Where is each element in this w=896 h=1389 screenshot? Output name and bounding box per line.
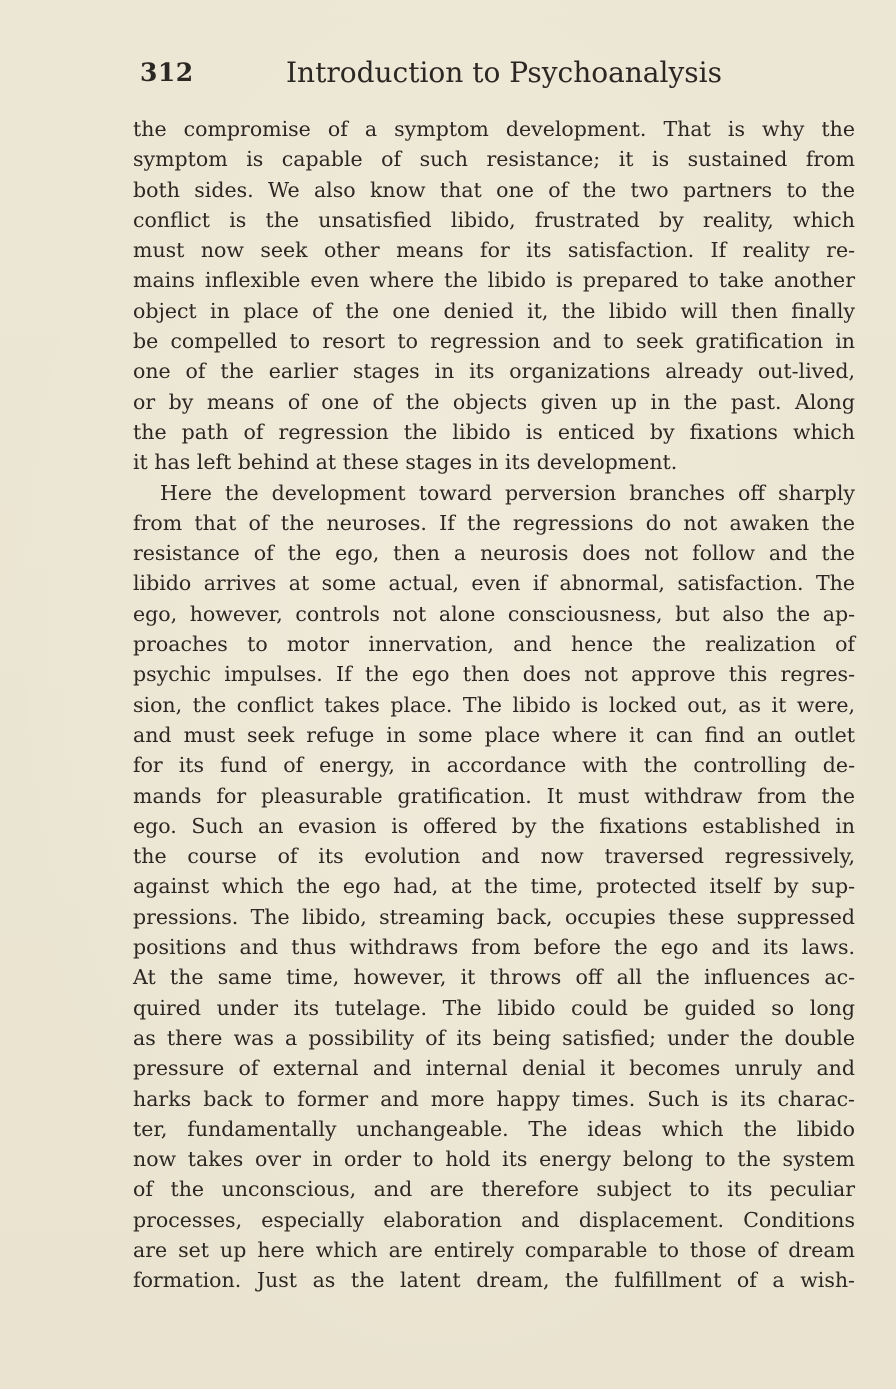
paragraph xyxy=(133,114,855,478)
text-line: object in place of the one denied it, the libido will then finally xyxy=(133,298,855,323)
text-line: processes, especially elaboration and displacement. Conditions xyxy=(133,1207,855,1232)
page-number: 312 xyxy=(140,58,194,87)
text-line: ter, fundamentally unchangeable. The ideas which the libido xyxy=(133,1116,855,1141)
text-line: harks back to former and more happy times. Such is its charac- xyxy=(133,1086,855,1111)
text-line: be compelled to resort to regression and to seek gratification in xyxy=(133,329,855,354)
text-line: At the same time, however, it throws off all the influences ac- xyxy=(133,965,855,990)
text-line: positions and thus withdraws from before the ego and its laws. xyxy=(133,935,855,960)
text-line: or by means of one of the objects given up in the past. Along xyxy=(133,389,855,414)
text-line: formation. Just as the latent dream, the fulfillment of a wish- xyxy=(133,1268,855,1293)
text-line: against which the ego had, at the time, protected itself by sup- xyxy=(133,874,855,899)
text-line: and must seek refuge in some place where it can find an outlet xyxy=(133,722,855,747)
text-line: of the unconscious, and are therefore subject to its peculiar xyxy=(133,1177,855,1202)
text-line: sion, the conflict takes place. The libido is locked out, as it were, xyxy=(133,692,855,717)
text-line: symptom is capable of such resistance; it is sustained from xyxy=(133,147,855,172)
text-line: Here the development toward perversion branches off sharply xyxy=(160,480,855,505)
text-line: the compromise of a symptom development. That is why the xyxy=(133,117,855,141)
text-line: resistance of the ego, then a neurosis does not follow and the xyxy=(133,541,855,566)
text-line: ego. Such an evasion is offered by the fixations established in xyxy=(133,813,855,838)
text-line: mains inflexible even where the libido is prepared to take another xyxy=(133,268,855,293)
text-line: pressions. The libido, streaming back, occupies these suppressed xyxy=(133,904,855,929)
running-head xyxy=(140,52,860,96)
text-line: now takes over in order to hold its energy belong to the system xyxy=(133,1147,855,1172)
text-line: mands for pleasurable gratification. It must withdraw from the xyxy=(133,783,855,808)
paragraph xyxy=(133,478,855,1296)
text-line: for its fund of energy, in accordance with the controlling de- xyxy=(133,753,855,778)
text-line: must now seek other means for its satisfaction. If reality re- xyxy=(133,238,855,263)
text-line: libido arrives at some actual, even if abnormal, satisfaction. The xyxy=(133,571,855,596)
text-line: pressure of external and internal denial it becomes unruly and xyxy=(133,1056,855,1081)
text-line: one of the earlier stages in its organizations already out-lived, xyxy=(133,359,855,384)
text-line: conflict is the unsatisfied libido, frustrated by reality, which xyxy=(133,207,855,232)
text-line: proaches to motor innervation, and hence the realization of xyxy=(133,632,855,657)
text-line: psychic impulses. If the ego then does not approve this regres- xyxy=(133,662,855,687)
text-line: from that of the neuroses. If the regressions do not awaken the xyxy=(133,510,855,535)
text-line: both sides. We also know that one of the two partners to the xyxy=(133,177,855,202)
running-title: Introduction to Psychoanalysis xyxy=(286,56,722,89)
text-line: the path of regression the libido is enticed by fixations which xyxy=(133,419,855,444)
text-line: it has left behind at these stages in its development. xyxy=(133,450,678,475)
text-line: ego, however, controls not alone consciousness, but also the ap- xyxy=(133,601,855,626)
text-line: as there was a possibility of its being satisfied; under the double xyxy=(133,1025,855,1050)
text-line: the course of its evolution and now traversed regressively, xyxy=(133,844,855,869)
text-line: are set up here which are entirely comparable to those of dream xyxy=(133,1237,855,1262)
text-line: quired under its tutelage. The libido could be guided so long xyxy=(133,995,855,1020)
body-text xyxy=(133,114,855,1296)
